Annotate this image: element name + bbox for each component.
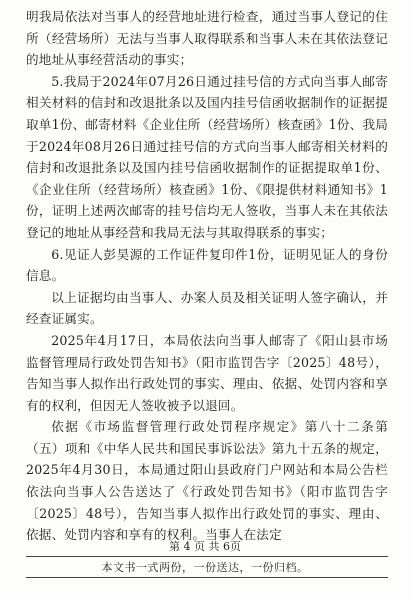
body-paragraph: 2025年4月17日，本局依法向当事人邮寄了《阳山县市场监督管理局行政处罚告知书》（阳市监罚告字〔2025〕48号），告知当事人拟作出行政处罚的事实、理由、依据、处罚内容和享有的权利，但因无人签收被予以退回。 bbox=[26, 332, 388, 413]
footer-rule-top bbox=[26, 556, 388, 557]
body-paragraph: 6.见证人彭昊源的工作证件复印件1份，证明见证人的身份信息。 bbox=[26, 246, 388, 284]
body-paragraph: 5.我局于2024年07月26日通过挂号信的方式向当事人邮寄相关材料的信封和改退批条以及国内挂号信函收据制作的证据提取单1份、邮寄材料《企业住所（经营场所）核查函》1份、我局于2024年08月26日通过挂号信的方式向当事人邮寄相关材料的信封和改退批条以及国内挂号信函收据制作的证据提取单1份、《企业住所（经营场所）核查函》1份、《限提供材料通知书》1份，证明上述两次邮寄的挂号信均无人签收，当事人未在其依法登记的地址从事经营和我局无法与其取得联系的事实； bbox=[26, 73, 388, 240]
document-body bbox=[26, 6, 388, 546]
body-paragraph: 明我局依法对当事人的经营地址进行检查，通过当事人登记的住所（经营场所）无法与当事人取得联系和当事人未在其依法登记的地址从事经营活动的事实； bbox=[26, 9, 388, 68]
body-paragraph: 以上证据均由当事人、办案人员及相关证明人签字确认，并经查证属实。 bbox=[26, 289, 388, 327]
page-number: 第 4 页 共 6页 bbox=[169, 540, 241, 553]
body-paragraph: 依据《市场监督管理行政处罚程序规定》第八十二条第（五）项和《中华人民共和国民事诉讼法》第九十五条的规定，2025年4月30日，本局通过阳山县政府门户网站和本局公告栏依法向当事人公告送达了《行政处罚告知书》（阳市监罚告字〔2025〕48号），告知当事人拟作出行政处罚的事实、理由、依据、处罚内容和享有的权利。当事人在法定 bbox=[26, 419, 388, 543]
footer-rule-bottom bbox=[26, 577, 388, 578]
footer-note: 本文书一式两份，一份送达，一份归档。 bbox=[101, 561, 309, 574]
